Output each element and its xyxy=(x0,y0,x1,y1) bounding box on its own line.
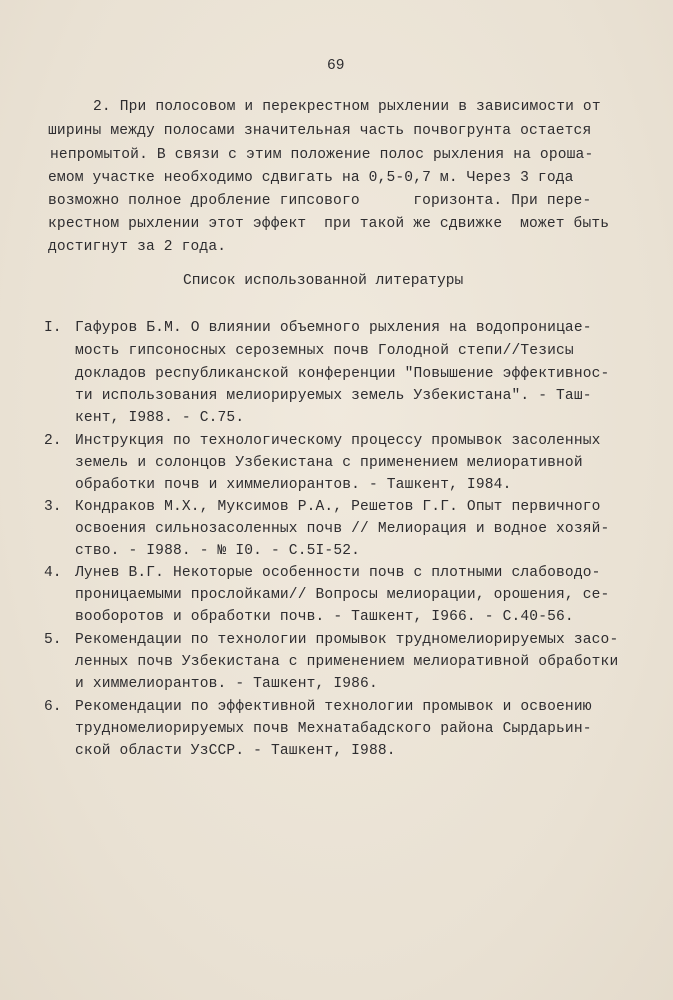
references-heading: Список использованной литературы xyxy=(183,273,464,289)
reference-number: 5. xyxy=(44,632,62,648)
reference-line: докладов республиканской конференции "Повышение эффективнос- xyxy=(75,366,610,382)
reference-line: обработки почв и химмелиорантов. - Ташкент, I984. xyxy=(75,477,512,493)
reference-line: ленных почв Узбекистана с применением мелиоративной обработки xyxy=(75,654,619,670)
paragraph-line: емом участке необходимо сдвигать на 0,5-0,7 м. Через 3 года xyxy=(48,170,574,186)
reference-line: освоения сильнозасоленных почв // Мелиорация и водное хозяй- xyxy=(75,521,610,537)
reference-line: Лунев В.Г. Некоторые особенности почв с плотными слабоводо- xyxy=(75,565,601,581)
reference-line: вооборотов и обработки почв. - Ташкент, I966. - С.40-56. xyxy=(75,609,574,625)
reference-line: Гафуров Б.М. О влиянии объемного рыхления на водопроницае- xyxy=(75,320,592,336)
reference-number: I. xyxy=(44,320,62,336)
paragraph-line: непромытой. В связи с этим положение полос рыхления на ороша- xyxy=(50,147,594,163)
reference-line: ство. - I988. - № I0. - С.5I-52. xyxy=(75,543,361,559)
paragraph-line: крестном рыхлении этот эффект при такой же сдвижке может быть xyxy=(48,216,610,232)
reference-line: Рекомендации по эффективной технологии промывок и освоению xyxy=(75,699,592,715)
reference-line: ской области УзССР. - Ташкент, I988. xyxy=(75,743,396,759)
reference-line: трудномелиорируемых почв Мехнатабадского района Сырдарьин- xyxy=(75,721,592,737)
reference-line: кент, I988. - С.75. xyxy=(75,410,245,426)
reference-line: проницаемыми прослойками// Вопросы мелиорации, орошения, се- xyxy=(75,587,610,603)
reference-number: 3. xyxy=(44,499,62,515)
paragraph-line: достигнут за 2 года. xyxy=(48,239,227,255)
reference-number: 2. xyxy=(44,433,62,449)
reference-line: Кондраков М.Х., Муксимов Р.А., Решетов Г.Г. Опыт первичного xyxy=(75,499,601,515)
reference-line: земель и солонцов Узбекистана с применением мелиоративной xyxy=(75,455,583,471)
reference-line: Рекомендации по технологии промывок трудномелиорируемых засо- xyxy=(75,632,619,648)
reference-line: мость гипсоносных сероземных почв Голодной степи//Тезисы xyxy=(75,343,574,359)
paragraph-line: 2. При полосовом и перекрестном рыхлении в зависимости от xyxy=(93,99,601,115)
reference-line: и химмелиорантов. - Ташкент, I986. xyxy=(75,676,378,692)
paragraph-line: возможно полное дробление гипсового горизонта. При пере- xyxy=(48,193,592,209)
reference-number: 4. xyxy=(44,565,62,581)
reference-line: ти использования мелиорируемых земель Узбекистана". - Таш- xyxy=(75,388,592,404)
reference-line: Инструкция по технологическому процессу промывок засоленных xyxy=(75,433,601,449)
reference-number: 6. xyxy=(44,699,62,715)
page-number: 69 xyxy=(327,58,345,74)
paragraph-line: ширины между полосами значительная часть почвогрунта остается xyxy=(48,123,592,139)
